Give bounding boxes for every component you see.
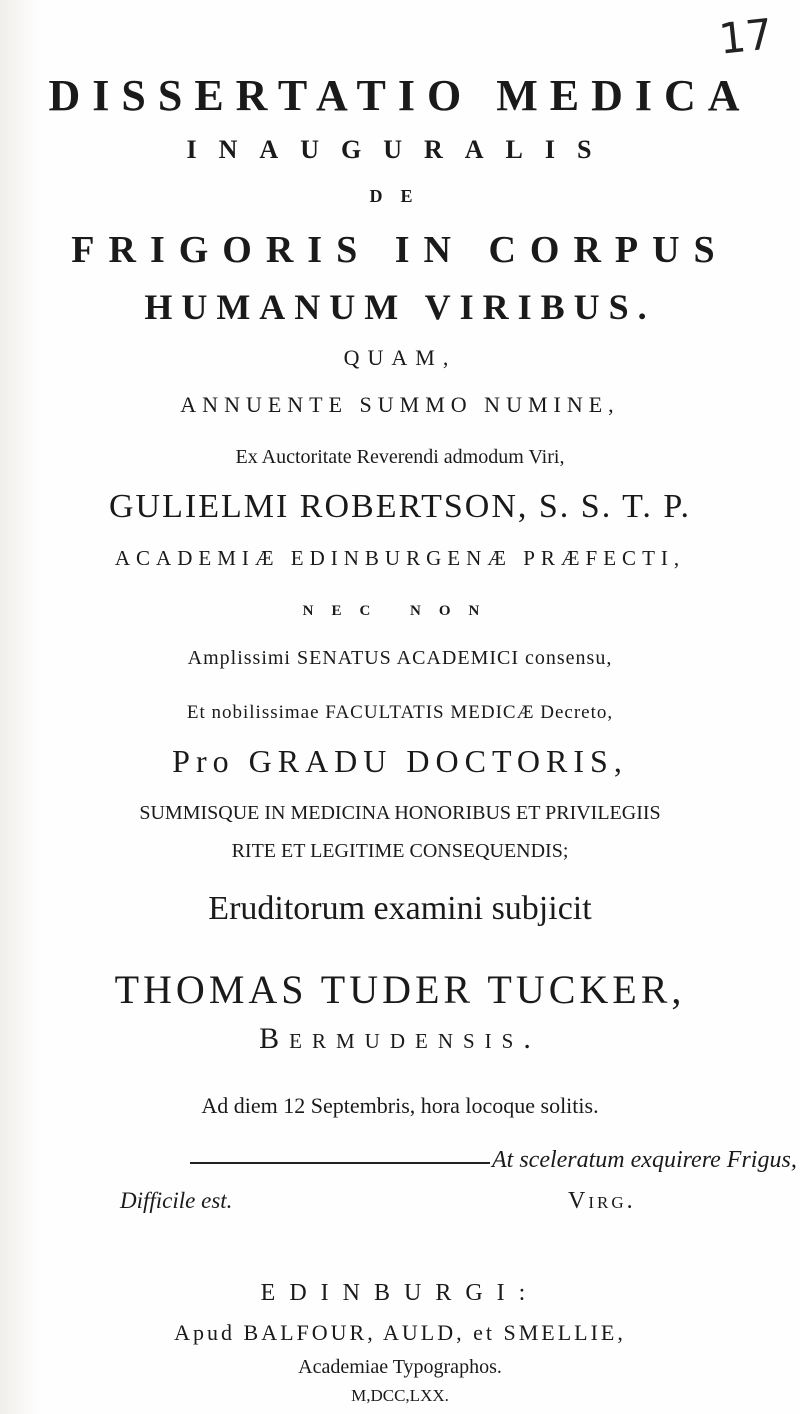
imprint-year: M,DCC,LXX. [351,1386,449,1405]
motto-line-1: At sceleratum exquirere Frigus, [492,1147,797,1173]
imprint-role: Academiae Typographos. [298,1356,502,1378]
imprint-city: EDINBURGI: [260,1280,540,1306]
motto-line-2: Difficile est. [120,1188,233,1213]
title-line-2: INAUGURALIS [186,135,614,164]
title-line-5: HUMANUM VIRIBUS. [144,287,656,327]
senatus-line: Amplissimi SENATUS ACADEMICI consensu, [187,647,613,669]
quam-line: QUAM, [343,345,457,370]
facultatis-line: Et nobilissimae FACULTATIS MEDICÆ Decreto, [186,702,614,723]
author-name: THOMAS TUDER TUCKER, [114,967,686,1012]
date-line: Ad diem 12 Septembris, hora locoque solitis. [201,1093,599,1118]
title-line-3: DE [369,186,431,206]
title-line-1: DISSERTATIO MEDICA [48,71,752,120]
title-line-4: FRIGORIS IN CORPUS [71,229,729,271]
eruditorum-line: Eruditorum examini subjicit [208,890,592,927]
handwritten-page-number: 17 [716,9,775,64]
summisque-line: SUMMISQUE IN MEDICINA HONORIBUS ET PRIVILEGIIS [139,802,661,824]
imprint-printers: Apud BALFOUR, AULD, et SMELLIE, [174,1320,626,1345]
academiae-line: ACADEMIÆ EDINBURGENÆ PRÆFECTI, [114,546,686,570]
annuente-line: ANNUENTE SUMMO NUMINE, [180,392,620,417]
nec-non-line: NEC NON [302,603,498,619]
author-origin: Bermudensis. [259,1022,541,1055]
motto-dash [190,1162,490,1164]
robertson-line: GULIELMI ROBERTSON, S. S. T. P. [109,488,691,525]
rite-line: RITE ET LEGITIME CONSEQUENDIS; [231,840,569,862]
pro-gradu-line: Pro GRADU DOCTORIS, [172,743,628,779]
motto-attribution: Virg. [568,1188,636,1214]
auctoritate-line: Ex Auctoritate Reverendi admodum Viri, [235,446,565,468]
